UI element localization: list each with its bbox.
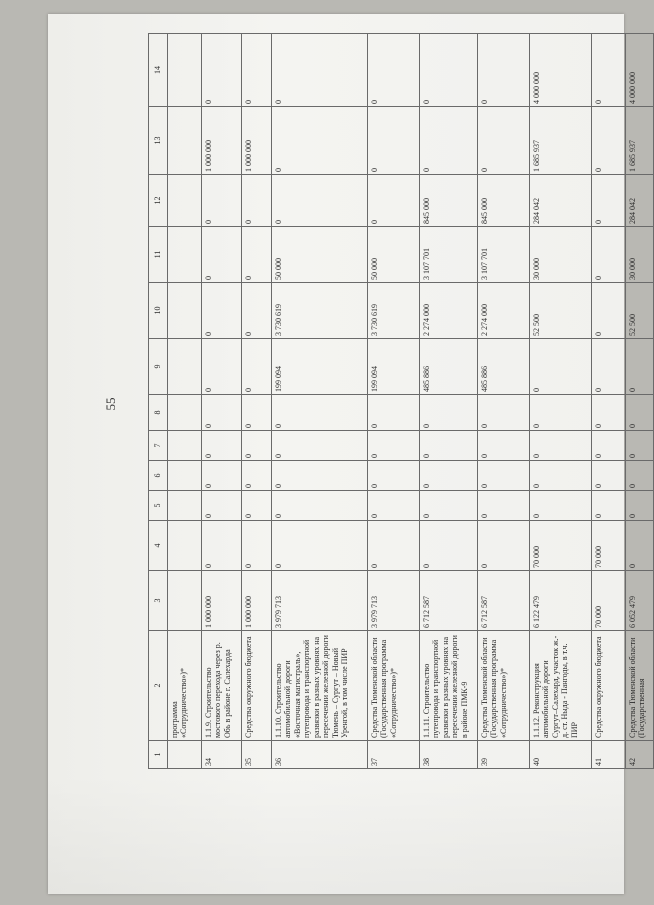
cell-value: 1 000 000 [242,107,272,175]
cell-value: 0 [420,491,478,521]
row-number: 39 [478,741,530,769]
row-name: Средства Тюменской области (Государственная [626,631,654,741]
cell-value: 6 712 587 [420,571,478,631]
cell-value: 0 [530,395,592,431]
table-row [626,34,654,769]
cell-value: 30 000 [530,227,592,283]
cell-value: 0 [272,521,368,571]
column-header: 8 [149,395,168,431]
cell-value: 0 [202,431,242,461]
cell-value: 3 979 713 [368,571,420,631]
table-row [592,34,626,769]
cell-value: 0 [420,107,478,175]
cell-value: 0 [368,107,420,175]
cell-value: 0 [272,461,368,491]
budget-table [148,33,654,769]
cell-value: 1 000 000 [202,571,242,631]
cell-value: 0 [368,521,420,571]
row-number [168,741,202,769]
cell-value [168,34,202,107]
cell-value: 2 274 000 [478,283,530,339]
row-name: 1.1.9. Строительство мостового перехода через р. Обь в районе г. Салехарда [202,631,242,741]
column-header: 11 [149,227,168,283]
row-name: Средства Тюменской области (Государственная программа «Сотрудничество»)* [368,631,420,741]
cell-value: 0 [592,491,626,521]
cell-value: 0 [202,175,242,227]
cell-value: 0 [420,395,478,431]
cell-value: 0 [420,461,478,491]
page-number: 55 [103,397,118,411]
cell-value: 3 730 619 [368,283,420,339]
cell-value: 1 685 937 [626,107,654,175]
row-name: Средства Тюменской области (Государственная программа «Сотрудничество»)* [478,631,530,741]
row-number: 37 [368,741,420,769]
cell-value: 6 122 479 [530,571,592,631]
cell-value: 0 [530,339,592,395]
cell-value: 0 [368,461,420,491]
cell-value: 0 [592,175,626,227]
table-row [202,34,242,769]
cell-value: 0 [478,395,530,431]
cell-value: 0 [242,34,272,107]
cell-value: 4 000 000 [530,34,592,107]
cell-value: 70 000 [530,521,592,571]
cell-value: 0 [202,395,242,431]
row-number: 42 [626,741,654,769]
cell-value: 0 [478,521,530,571]
cell-value: 0 [242,521,272,571]
document-page [48,14,647,894]
cell-value [168,571,202,631]
cell-value: 0 [242,491,272,521]
cell-value: 0 [368,395,420,431]
column-header: 3 [149,571,168,631]
row-number: 40 [530,741,592,769]
cell-value: 4 000 000 [626,34,654,107]
cell-value: 284 042 [530,175,592,227]
cell-value: 0 [626,431,654,461]
cell-value: 199 094 [368,339,420,395]
cell-value: 284 042 [626,175,654,227]
cell-value: 0 [592,107,626,175]
cell-value: 0 [202,521,242,571]
cell-value [168,461,202,491]
cell-value: 0 [202,491,242,521]
cell-value: 50 000 [368,227,420,283]
cell-value: 0 [626,521,654,571]
column-header: 1 [149,741,168,769]
row-number: 38 [420,741,478,769]
column-header: 2 [149,631,168,741]
cell-value: 0 [626,339,654,395]
cell-value [168,395,202,431]
column-header: 10 [149,283,168,339]
cell-value: 0 [272,107,368,175]
cell-value: 3 979 713 [272,571,368,631]
cell-value: 1 000 000 [242,571,272,631]
row-number: 34 [202,741,242,769]
cell-value: 1 685 937 [530,107,592,175]
column-header: 4 [149,521,168,571]
cell-value: 30 000 [626,227,654,283]
cell-value: 0 [626,461,654,491]
column-header: 7 [149,431,168,461]
row-number: 36 [272,741,368,769]
cell-value: 0 [592,395,626,431]
cell-value: 0 [530,461,592,491]
table-row [168,34,202,769]
cell-value [168,491,202,521]
table-row [272,34,368,769]
column-header: 12 [149,175,168,227]
row-name: Средства окружного бюджета [592,631,626,741]
cell-value: 0 [202,227,242,283]
cell-value: 485 886 [420,339,478,395]
cell-value: 6 052 479 [626,571,654,631]
cell-value: 0 [592,431,626,461]
cell-value [168,227,202,283]
cell-value: 0 [272,395,368,431]
cell-value: 0 [272,34,368,107]
cell-value: 0 [592,283,626,339]
cell-value [168,107,202,175]
cell-value: 0 [478,491,530,521]
table-row [368,34,420,769]
cell-value: 6 712 587 [478,571,530,631]
cell-value: 0 [242,227,272,283]
cell-value: 0 [202,339,242,395]
table-row [478,34,530,769]
cell-value [168,339,202,395]
cell-value: 70 000 [592,571,626,631]
cell-value: 0 [420,521,478,571]
cell-value: 0 [242,395,272,431]
row-name: Средства окружного бюджета [242,631,272,741]
column-header: 13 [149,107,168,175]
header-row [149,34,168,769]
row-number: 35 [242,741,272,769]
column-header: 5 [149,491,168,521]
cell-value: 0 [242,283,272,339]
cell-value: 50 000 [272,227,368,283]
column-header: 6 [149,461,168,491]
cell-value: 0 [478,107,530,175]
table-container [148,34,647,769]
cell-value: 2 274 000 [420,283,478,339]
cell-value: 0 [242,339,272,395]
cell-value: 0 [420,34,478,107]
cell-value: 0 [368,34,420,107]
cell-value: 0 [478,34,530,107]
cell-value: 0 [242,461,272,491]
cell-value: 0 [202,283,242,339]
cell-value: 199 094 [272,339,368,395]
cell-value: 0 [592,339,626,395]
row-number: 41 [592,741,626,769]
cell-value [168,175,202,227]
cell-value: 0 [420,431,478,461]
cell-value: 0 [242,431,272,461]
cell-value: 0 [368,491,420,521]
cell-value: 0 [592,227,626,283]
cell-value: 845 000 [478,175,530,227]
row-name: 1.1.10. Строительство автомобильной дороги «Восточная магистраль», путепровода и транспортной развязки в разных уровнях на пересечении железной дороги Тюмень – Сургут – Новый Уренгой, в том числе ПИР [272,631,368,741]
cell-value: 0 [478,461,530,491]
cell-value: 0 [592,34,626,107]
cell-value: 0 [368,175,420,227]
column-header: 14 [149,34,168,107]
cell-value: 0 [478,431,530,461]
cell-value: 70 000 [592,521,626,571]
cell-value: 0 [626,491,654,521]
table-row [420,34,478,769]
cell-value: 52 500 [530,283,592,339]
cell-value: 485 886 [478,339,530,395]
cell-value: 845 000 [420,175,478,227]
cell-value: 0 [272,491,368,521]
cell-value: 1 000 000 [202,107,242,175]
cell-value: 0 [626,395,654,431]
table-row [530,34,592,769]
row-name: программа «Сотрудничество»)* [168,631,202,741]
cell-value: 0 [272,175,368,227]
cell-value: 0 [592,461,626,491]
cell-value: 3 107 701 [420,227,478,283]
cell-value: 0 [242,175,272,227]
row-name: 1.1.12. Реконструкция автомобильной дороги Сургут–Салехард, участок ж.-д. ст. Ныда - Пангоды, в т.ч. ПИР [530,631,592,741]
cell-value: 0 [272,431,368,461]
column-header: 9 [149,339,168,395]
cell-value: 0 [368,431,420,461]
cell-value: 0 [530,491,592,521]
cell-value: 3 107 701 [478,227,530,283]
table-row [242,34,272,769]
cell-value: 0 [202,34,242,107]
cell-value [168,521,202,571]
cell-value [168,431,202,461]
row-name: 1.1.11. Строительство путепровода и транспортной развязки в разных уровнях на пересечении железной дороги в районе ПМК-9 [420,631,478,741]
cell-value: 0 [202,461,242,491]
cell-value: 3 730 619 [272,283,368,339]
cell-value [168,283,202,339]
cell-value: 52 500 [626,283,654,339]
cell-value: 0 [530,431,592,461]
